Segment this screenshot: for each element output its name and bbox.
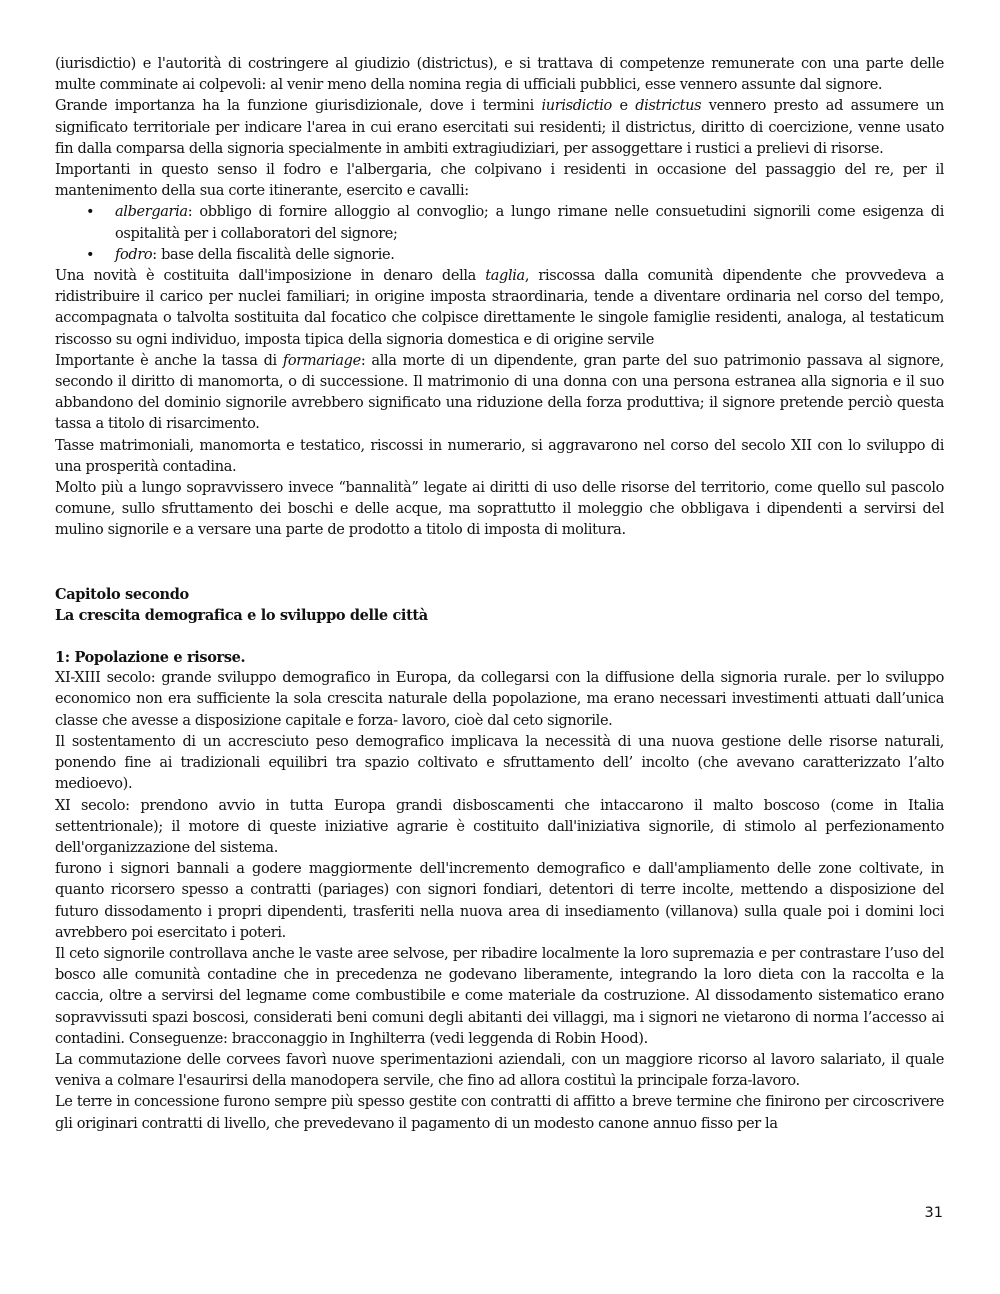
section-paragraph: XI-XIII secolo: grande sviluppo demografico in Europa, da collegarsi con la diffusione della signoria rurale. per lo sviluppo economico non era sufficiente la sola crescita naturale della popolazione, ma erano necessari investimenti attuati dall’unica classe che avesse a disposizione capitale e forza- lavoro, cioè dal ceto signorile. <box>55 670 944 729</box>
chapter-number: Capitolo secondo <box>55 585 189 603</box>
text-run: e <box>611 98 636 115</box>
section-paragraph: XI secolo: prendono avvio in tutta Europa grandi disboscamenti che intaccarono il malto boscoso (come in Italia settentrionale); il motore di queste iniziative agrarie è costituito dall'iniziativa signorile, di stimolo al perfezionamento dell'organizzazione del sistema. <box>55 797 944 856</box>
section-title: 1: Popolazione e risorse. <box>55 649 246 667</box>
italic-term: districtus <box>635 98 702 115</box>
section-paragraph: Le terre in concessione furono sempre più spesso gestite con contratti di affitto a breve termine che finirono per circoscrivere gli originari contratti di livello, che prevedevano il pagamento di un modesto canone annuo fisso per la <box>55 1094 944 1132</box>
text-run: : alla morte di un dipendente, gran parte del suo patrimonio passava al signore, secondo il diritto di manomorta, o di successione. Il matrimonio di una donna con una persona estranea alla signoria e il suo abbandono del dominio signorile avrebbero significato una riduzione della forza produttiva; il signore pretende perciò questa tassa a titolo di risarcimento. <box>55 352 945 433</box>
paragraph-fodro-albergaria: Importanti in questo senso il fodro e l'albergaria, che colpivano i residenti in occasione del passaggio del re, per il mantenimento della sua corte itinerante, esercito e cavalli: <box>55 162 944 200</box>
section-paragraph: La commutazione delle corvees favorì nuove sperimentazioni aziendali, con un maggiore ricorso al lavoro salariato, il quale veniva a colmare l'esaurirsi della manodopera servile, che fino ad allora costituì la principale forza-lavoro. <box>55 1051 944 1090</box>
italic-term: fodro <box>115 246 153 263</box>
text-run: Grande importanza ha la funzione giurisdizionale, dove i termini <box>55 98 542 115</box>
paragraph-tasse-matrimoniali: Tasse matrimoniali, manomorta e testatico, riscossi in numerario, si aggravarono nel corso del secolo XII con lo sviluppo di una prosperità contadina. <box>55 437 944 475</box>
spacer <box>55 626 944 647</box>
page-number: 31 <box>924 1205 943 1221</box>
paragraph-formariage <box>55 351 944 436</box>
text-run: vennero presto ad assumere un significato territoriale per indicare l'area in cui erano esercitati sui residenti; il districtus, diritto di coercizione, venne usato fin dalla comparsa della signoria specialmente in ambiti extragiudiziari, per assoggettare i rustici a prelievi di risorse. <box>55 98 945 157</box>
chapter-title: La crescita demografica e lo sviluppo delle città <box>55 606 428 624</box>
section-paragraph: Il ceto signorile controllava anche le vaste aree selvose, per ribadire localmente la loro supremazia e per contrastare l’uso del bosco alle comunità contadine che in precedenza ne godevano liberamente, integrando la loro dieta con la raccolta e la caccia, oltre a servirsi del legname come combustibile e come materiale da costruzione. Al dissodamento sistematico erano sopravvissuti spazi boscosi, considerati beni comuni degli abitanti dei villaggi, ma i signori ne vietarono di norma l’accesso ai contadini. Conseguenze: bracconaggio in Inghilterra (vedi leggenda di Robin Hood). <box>55 945 944 1047</box>
spacer <box>55 542 944 584</box>
paragraph-funzione-giurisdizionale <box>55 96 944 160</box>
text-run: Una novità è costituita dall'imposizione in denaro della <box>55 268 486 285</box>
text-run: , riscossa dalla comunità dipendente che provvedeva a ridistribuire il carico per nuclei familiari; in origine imposta straordinaria, tende a diventare ordinaria nel corso del tempo, accompagnata o talvolta sostituita dal focatico che colpisce direttamente le singole famiglie residenti, analoga, al testaticum riscosso su ogni individuo, imposta tipica della signoria domestica e di origine servile <box>55 268 945 348</box>
list-item-text: : obbligo di fornire alloggio al convoglio; a lungo rimane nelle consuetudini signorili come esigenza di ospitalità per i collaboratori del signore; <box>115 204 944 242</box>
text-run: Importante è anche la tassa di <box>55 352 283 369</box>
paragraph-iurisdictio: (iurisdictio) e l'autorità di costringere al giudizio (districtus), e si trattava di competenze remunerate con una parte delle multe comminate ai colpevoli: al venir meno della nomina regia di ufficiali pubblici, esse vennero assunte dal signore. <box>55 56 944 94</box>
italic-term: taglia <box>485 268 525 285</box>
list-item <box>115 202 944 244</box>
section-paragraph: Il sostentamento di un accresciuto peso demografico implicava la necessità di una nuova gestione delle risorse naturali, ponendo fine ai tradizionali equilibri tra spazio coltivato e sfruttamento dell’ incolto (che avevano caratterizzato l’alto medioevo). <box>55 733 944 793</box>
list-item <box>115 245 944 266</box>
bullet-list <box>55 202 944 266</box>
document-page <box>55 54 944 1135</box>
list-item-text: : base della fiscalità delle signorie. <box>152 246 395 263</box>
section-paragraph: furono i signori bannali a godere maggiormente dell'incremento demografico e dall'ampliamento delle zone coltivate, in quanto ricorsero spesso a contratti (pariages) con signori fondiari, detentori di terre incolte, mettendo a disposizione del futuro dissodamento i propri dipendenti, trasferiti nella nuova area di insediamento (villanova) sulla quale poi i domini loci avrebbero poi esercitato i poteri. <box>55 861 944 941</box>
italic-term: albergaria <box>115 204 188 221</box>
italic-term: iurisdictio <box>541 98 612 115</box>
paragraph-taglia <box>55 266 944 351</box>
paragraph-bannalita: Molto più a lungo sopravvissero invece “bannalità” legate ai diritti di uso delle risorse del territorio, come quello sul pascolo comune, sullo sfruttamento dei boschi e delle acque, ma soprattutto il moleggio che obbligava i dipendenti a servirsi del mulino signorile e a versare una parte de prodotto a titolo di imposta di molitura. <box>55 480 944 539</box>
italic-term: formariage <box>282 352 361 369</box>
